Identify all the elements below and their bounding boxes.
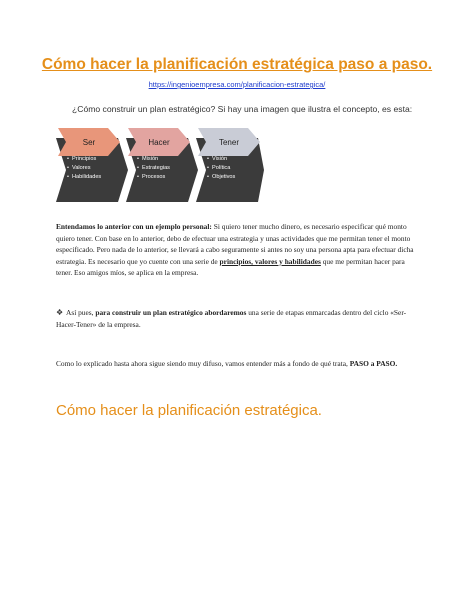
- diamond-bullet-icon: ❖: [56, 308, 64, 317]
- tener-header-label: Tener: [218, 138, 240, 147]
- ser-header-label: Ser: [82, 138, 96, 147]
- hacer-item: Misión: [142, 156, 159, 162]
- ser-item: Principios: [72, 156, 97, 162]
- bullet-dot: •: [137, 165, 139, 171]
- paragraph-text: Si quiero tener mucho dinero, es necesario especificar qué monto quiero tener. Con base en lo anterior, debo de efectuar una estrategia y unas actividades que me permitan tener el monto especificado. Pero nada de lo anterior, se llevará a cabo seguramente si antes no soy una persona apta para efectuar dicha estrategia. Es necesario que yo cuente con una serie de: [56, 222, 414, 266]
- bullet-dot: •: [67, 174, 69, 180]
- bullet-bold: para construir un plan estratégico abordaremos: [95, 308, 247, 317]
- bullet-dot: •: [207, 174, 209, 180]
- hacer-item: Estrategias: [142, 165, 170, 171]
- bullet-dot: •: [137, 174, 139, 180]
- summary-bold: PASO a PASO.: [349, 359, 398, 368]
- intro-question: ¿Cómo construir un plan estratégico? Si hay una imagen que ilustra el concepto, es esta:: [72, 104, 413, 114]
- diagram-block-ser: [56, 128, 128, 202]
- diagram-block-hacer: [126, 128, 198, 202]
- paragraph-text-end: que me permitan hacer para tener. Eso amigos míos, se aplica en la empresa.: [56, 256, 405, 278]
- hacer-item: Procesos: [142, 174, 166, 180]
- paragraph-lead: Entendamos lo anterior con un ejemplo personal:: [56, 222, 212, 231]
- bullet-item: [56, 307, 418, 330]
- tener-item: Visión: [212, 156, 228, 162]
- ser-item: Valores: [72, 165, 91, 171]
- bullet-dot: •: [207, 156, 209, 162]
- tener-item: Política: [212, 165, 231, 171]
- diagram-block-tener: [196, 128, 264, 202]
- hacer-header-label: Hacer: [148, 138, 170, 147]
- tener-item: Objetivos: [212, 174, 236, 180]
- source-link[interactable]: https://ingenioempresa.com/planificacion-estrategica/: [148, 80, 326, 89]
- bullet-dot: •: [207, 165, 209, 171]
- bullet-dot: •: [67, 165, 69, 171]
- bullet-post: una serie de etapas enmarcadas dentro del ciclo «Ser-Hacer-Tener» de la empresa.: [56, 308, 407, 329]
- section-heading: Cómo hacer la planificación estratégica.: [56, 402, 322, 419]
- example-paragraph: [56, 221, 418, 279]
- bullet-dot: •: [67, 156, 69, 162]
- ser-hacer-tener-diagram: [56, 124, 266, 218]
- bullet-pre: Así pues,: [66, 308, 96, 317]
- page-title: Cómo hacer la planificación estratégica paso a paso.: [41, 56, 433, 73]
- paragraph-emphasis: principios, valores y habilidades: [219, 256, 321, 266]
- ser-item: Habilidades: [72, 174, 102, 180]
- summary-paragraph: [56, 358, 418, 370]
- summary-text: Como lo explicado hasta ahora sigue siendo muy difuso, vamos entender más a fondo de qué trata,: [56, 359, 350, 368]
- bullet-dot: •: [137, 156, 139, 162]
